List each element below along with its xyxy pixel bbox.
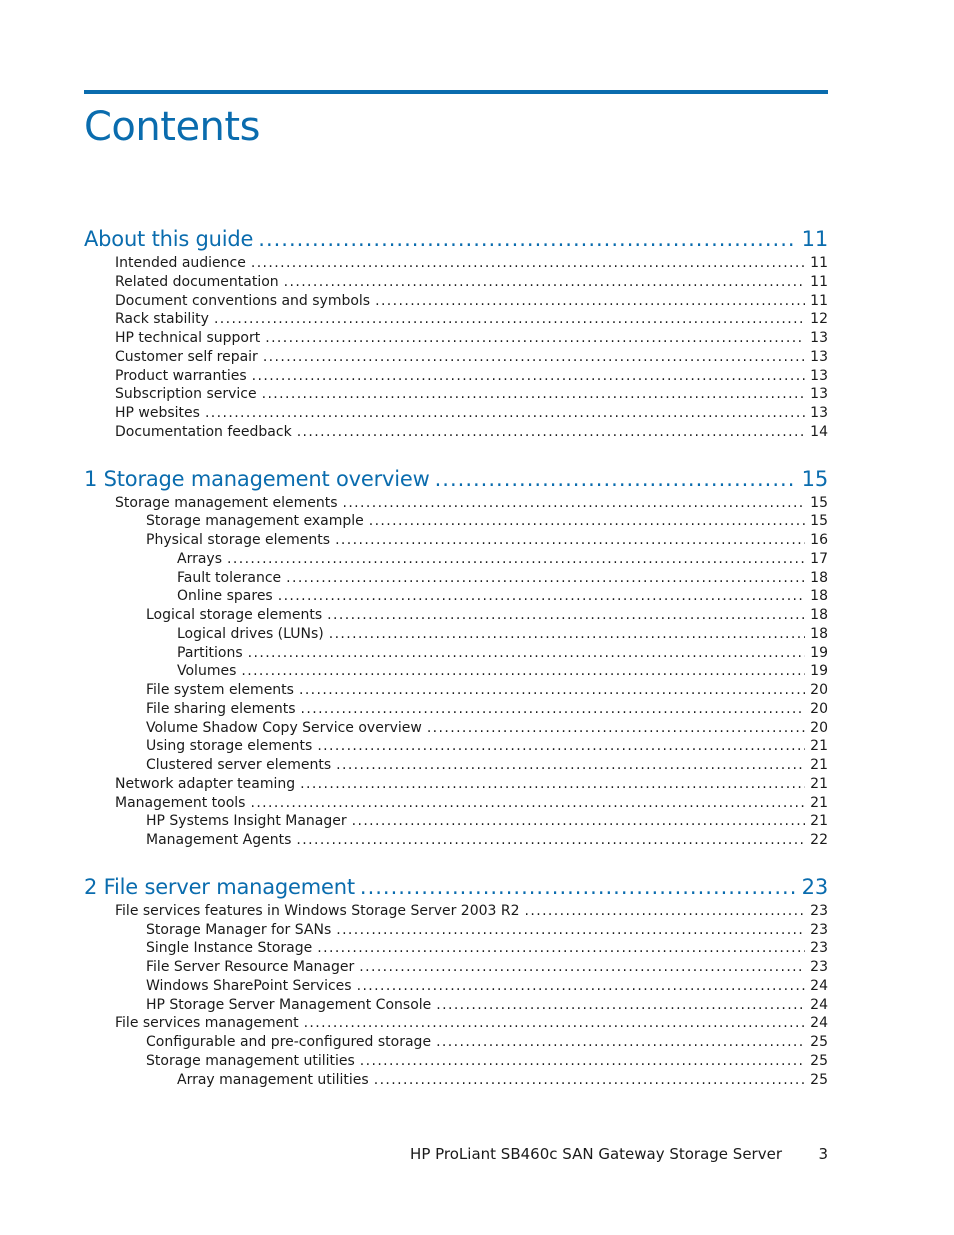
- toc-entry-link[interactable]: [84, 1014, 828, 1033]
- toc-entry-link[interactable]: [84, 404, 828, 423]
- toc-leader-dots: [252, 367, 806, 386]
- toc-leader-dots: [359, 958, 805, 977]
- toc-entry-link[interactable]: [84, 644, 828, 663]
- toc-entry-page: 20: [810, 700, 828, 717]
- toc-section: [84, 224, 828, 442]
- toc-entry-label: Physical storage elements: [146, 532, 331, 548]
- toc-leader-dots: [214, 310, 805, 329]
- toc-entry-link[interactable]: [84, 756, 828, 775]
- toc-entry-link[interactable]: [84, 1033, 828, 1052]
- toc-entry-link[interactable]: [84, 700, 828, 719]
- toc-entry-link[interactable]: [84, 367, 828, 386]
- toc-entry-label: HP technical support: [115, 330, 261, 346]
- toc-entry-link[interactable]: [84, 625, 828, 644]
- toc-leader-dots: [205, 404, 805, 423]
- toc-leader-dots: [296, 831, 805, 850]
- toc-leader-dots: [250, 794, 805, 813]
- toc-entry-page: 24: [810, 977, 828, 994]
- toc-leader-dots: [299, 681, 805, 700]
- toc-entry-label: Related documentation: [115, 273, 279, 290]
- toc-entry-link[interactable]: [84, 939, 828, 958]
- table-of-contents: [84, 224, 828, 1111]
- toc-entry-page: 11: [810, 273, 828, 290]
- toc-entry-page: 19: [810, 644, 828, 661]
- toc-entry-link[interactable]: [84, 606, 828, 625]
- toc-entry-link[interactable]: [84, 531, 828, 550]
- toc-entry-page: 21: [810, 794, 828, 811]
- toc-leader-dots: [258, 224, 796, 254]
- toc-entry-link[interactable]: [84, 719, 828, 738]
- toc-leader-dots: [336, 921, 805, 940]
- toc-leader-dots: [251, 254, 805, 273]
- toc-entry-label: Storage management elements: [115, 494, 338, 511]
- toc-entry-page: 21: [810, 775, 828, 792]
- toc-entry-page: 21: [810, 757, 828, 773]
- toc-entry-page: 13: [810, 348, 828, 365]
- toc-leader-dots: [297, 423, 805, 442]
- toc-chapter-link[interactable]: [84, 872, 828, 902]
- toc-entry-link[interactable]: [84, 681, 828, 700]
- toc-entry-link[interactable]: [84, 775, 828, 794]
- toc-leader-dots: [369, 512, 805, 531]
- footer-page-number: 3: [818, 1145, 828, 1163]
- toc-entry-page: 23: [810, 902, 828, 919]
- toc-entry-link[interactable]: [84, 794, 828, 813]
- toc-entry-page: 15: [810, 494, 828, 511]
- toc-entry-page: 18: [810, 625, 828, 642]
- toc-entry-label: File sharing elements: [146, 700, 296, 717]
- toc-entry-link[interactable]: [84, 737, 828, 756]
- toc-entry-label: Volume Shadow Copy Service overview: [146, 719, 422, 736]
- toc-entry-page: 25: [810, 1034, 828, 1050]
- toc-leader-dots: [301, 700, 806, 719]
- toc-entry-link[interactable]: [84, 292, 828, 311]
- toc-chapter-link[interactable]: [84, 464, 828, 494]
- toc-entry-page: 18: [810, 588, 828, 605]
- toc-entry-label: Customer self repair: [115, 348, 258, 365]
- toc-entry-label: Document conventions and symbols: [115, 292, 371, 309]
- toc-leader-dots: [374, 1071, 805, 1090]
- toc-entry-label: Single Instance Storage: [146, 940, 313, 957]
- toc-leader-dots: [241, 662, 805, 681]
- toc-entry-label: File Server Resource Manager: [146, 959, 355, 975]
- toc-entry-page: 20: [810, 719, 828, 736]
- toc-entry-page: 17: [810, 550, 828, 567]
- toc-entry-label: Storage management example: [146, 513, 364, 530]
- toc-entry-page: 21: [810, 738, 828, 755]
- toc-entry-link[interactable]: [84, 512, 828, 531]
- toc-leader-dots: [375, 292, 805, 311]
- toc-entry-label: Management tools: [115, 794, 246, 811]
- toc-entry-page: 12: [810, 311, 828, 328]
- toc-entry-label: Volumes: [177, 663, 237, 680]
- toc-entry-link[interactable]: [84, 569, 828, 588]
- toc-leader-dots: [263, 348, 805, 367]
- toc-leader-dots: [360, 1052, 805, 1071]
- toc-entry-link[interactable]: [84, 587, 828, 606]
- toc-entry-link[interactable]: [84, 550, 828, 569]
- toc-section: [84, 464, 828, 850]
- toc-entry-page: 16: [810, 532, 828, 548]
- toc-entry-label: Storage Manager for SANs: [146, 921, 332, 938]
- toc-entry-link[interactable]: [84, 977, 828, 996]
- toc-entry-page: 23: [810, 959, 828, 975]
- toc-entry-label: HP Systems Insight Manager: [146, 813, 347, 830]
- page-title: Contents: [84, 104, 260, 150]
- toc-entry-label: Using storage elements: [146, 738, 313, 755]
- toc-entry-link[interactable]: [84, 348, 828, 367]
- toc-entry-link[interactable]: [84, 423, 828, 442]
- toc-entry-page: 25: [810, 1071, 828, 1088]
- toc-entry-page: 13: [810, 330, 828, 346]
- toc-leader-dots: [317, 737, 805, 756]
- toc-entry-label: Product warranties: [115, 367, 247, 384]
- toc-entry-link[interactable]: [84, 902, 828, 921]
- toc-entry-page: 21: [810, 813, 828, 830]
- toc-entry-label: Fault tolerance: [177, 569, 282, 586]
- toc-leader-dots: [227, 550, 805, 569]
- toc-entry-page: 11: [810, 292, 828, 309]
- toc-entry-label: Logical storage elements: [146, 607, 323, 623]
- toc-entry-label: Logical drives (LUNs): [177, 625, 324, 642]
- toc-chapter-page: 15: [801, 466, 828, 491]
- toc-entry-page: 13: [810, 367, 828, 384]
- toc-chapter-page: 11: [801, 227, 828, 251]
- toc-leader-dots: [427, 719, 805, 738]
- toc-chapter-title: About this guide: [84, 227, 254, 251]
- toc-leader-dots: [300, 775, 805, 794]
- toc-entry-label: File services management: [115, 1015, 299, 1032]
- toc-leader-dots: [436, 1033, 805, 1052]
- toc-chapter-title: 1 Storage management overview: [84, 466, 430, 491]
- toc-entry-link[interactable]: [84, 996, 828, 1015]
- toc-leader-dots: [435, 464, 797, 494]
- page-footer: [0, 1143, 828, 1165]
- toc-leader-dots: [352, 812, 806, 831]
- toc-entry-page: 19: [810, 663, 828, 680]
- toc-leader-dots: [436, 996, 805, 1015]
- footer-document-title: HP ProLiant SB460c SAN Gateway Storage Server: [410, 1145, 782, 1163]
- toc-leader-dots: [304, 1014, 806, 1033]
- toc-entry-label: Subscription service: [115, 386, 257, 403]
- toc-leader-dots: [335, 531, 805, 550]
- toc-entry-page: 11: [810, 255, 828, 271]
- toc-entry-page: 18: [810, 607, 828, 623]
- toc-entry-link[interactable]: [84, 385, 828, 404]
- toc-entry-page: 13: [810, 405, 828, 421]
- toc-leader-dots: [357, 977, 806, 996]
- toc-entry-page: 14: [810, 423, 828, 440]
- toc-entry-label: Windows SharePoint Services: [146, 977, 352, 994]
- toc-leader-dots: [342, 494, 805, 513]
- toc-entry-page: 15: [810, 513, 828, 530]
- toc-entry-label: Management Agents: [146, 832, 292, 848]
- toc-entry-label: File system elements: [146, 682, 294, 698]
- toc-entry-label: Partitions: [177, 644, 243, 661]
- toc-entry-link[interactable]: [84, 1071, 828, 1090]
- toc-entry-label: Clustered server elements: [146, 757, 332, 773]
- toc-leader-dots: [360, 872, 797, 902]
- toc-leader-dots: [327, 606, 805, 625]
- toc-entry-page: 13: [810, 386, 828, 403]
- toc-entry-page: 20: [810, 682, 828, 698]
- toc-leader-dots: [525, 902, 806, 921]
- toc-leader-dots: [248, 644, 806, 663]
- toc-entry-link[interactable]: [84, 921, 828, 940]
- toc-entry-page: 25: [810, 1052, 828, 1069]
- toc-entry-label: HP Storage Server Management Console: [146, 996, 432, 1013]
- toc-entry-link[interactable]: [84, 1052, 828, 1071]
- toc-section: [84, 872, 828, 1090]
- toc-entry-label: Arrays: [177, 550, 223, 567]
- toc-leader-dots: [265, 329, 805, 348]
- toc-entry-label: Configurable and pre-configured storage: [146, 1034, 432, 1050]
- toc-chapter-link[interactable]: [84, 224, 828, 254]
- toc-leader-dots: [317, 939, 805, 958]
- toc-entry-label: Documentation feedback: [115, 423, 292, 440]
- toc-leader-dots: [286, 569, 805, 588]
- toc-entry-label: Storage management utilities: [146, 1052, 355, 1069]
- toc-entry-link[interactable]: [84, 831, 828, 850]
- header-rule: [84, 90, 828, 94]
- toc-entry-label: Rack stability: [115, 311, 209, 328]
- toc-entry-link[interactable]: [84, 494, 828, 513]
- toc-entry-label: HP websites: [115, 405, 200, 421]
- toc-chapter-title: 2 File server management: [84, 874, 355, 899]
- toc-leader-dots: [329, 625, 805, 644]
- toc-entry-page: 24: [810, 1015, 828, 1032]
- toc-entry-link[interactable]: [84, 310, 828, 329]
- toc-entry-link[interactable]: [84, 662, 828, 681]
- toc-entry-label: Network adapter teaming: [115, 775, 296, 792]
- toc-entry-link[interactable]: [84, 329, 828, 348]
- toc-entry-label: Intended audience: [115, 255, 246, 271]
- toc-leader-dots: [336, 756, 805, 775]
- toc-entry-page: 24: [810, 996, 828, 1013]
- toc-entry-page: 22: [810, 832, 828, 848]
- toc-leader-dots: [284, 273, 806, 292]
- toc-entry-page: 23: [810, 921, 828, 938]
- toc-chapter-page: 23: [801, 874, 828, 899]
- toc-entry-label: Array management utilities: [177, 1071, 369, 1088]
- toc-leader-dots: [262, 385, 806, 404]
- toc-entry-link[interactable]: [84, 812, 828, 831]
- toc-entry-page: 23: [810, 940, 828, 957]
- toc-entry-link[interactable]: [84, 958, 828, 977]
- toc-entry-link[interactable]: [84, 273, 828, 292]
- toc-leader-dots: [278, 587, 805, 606]
- toc-entry-label: Online spares: [177, 588, 273, 605]
- toc-entry-page: 18: [810, 569, 828, 586]
- toc-entry-label: File services features in Windows Storage Server 2003 R2: [115, 902, 520, 919]
- toc-entry-link[interactable]: [84, 254, 828, 273]
